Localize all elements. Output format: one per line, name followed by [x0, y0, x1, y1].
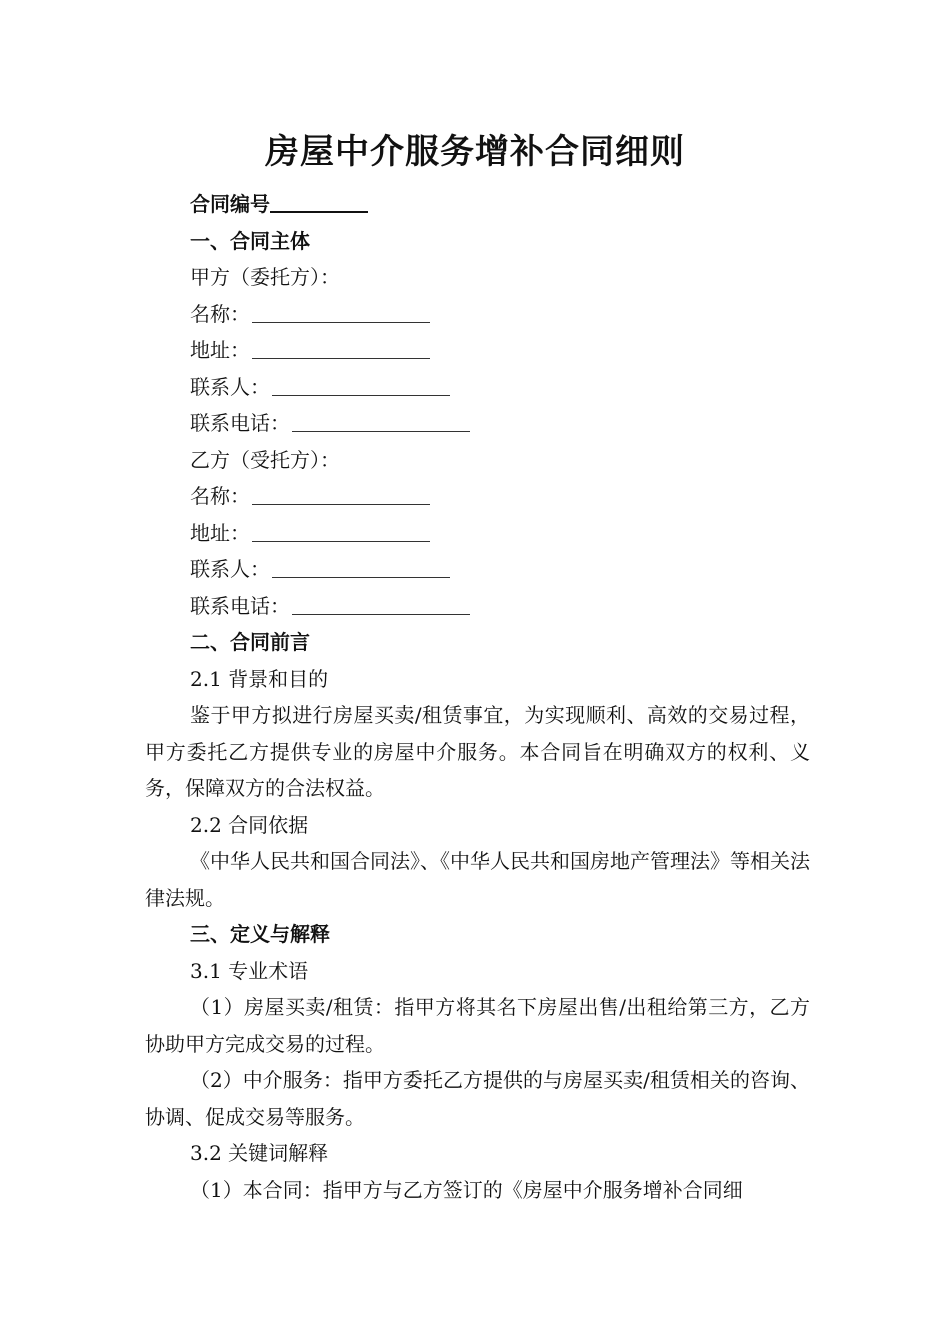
- paragraph: 鉴于甲方拟进行房屋买卖/租赁事宜，为实现顺利、高效的交易过程，甲方委托乙方提供专业的房屋中介服务。本合同旨在明确双方的权利、义务，保障双方的合法权益。: [145, 703, 810, 800]
- party-a-name-line: [145, 296, 810, 333]
- party-b-address-line: [145, 515, 810, 552]
- list-item: （1）房屋买卖/租赁：指甲方将其名下房屋出售/出租给第三方，乙方协助甲方完成交易的过程。: [145, 995, 810, 1056]
- field-label: 联系电话：: [190, 411, 290, 435]
- party-b-name-line: [145, 478, 810, 515]
- party-a-label: 甲方（委托方）：: [190, 265, 340, 289]
- party-a-phone-blank[interactable]: [292, 411, 470, 432]
- party-a-contact-line: [145, 369, 810, 406]
- contract-number-line: [145, 186, 810, 223]
- party-a-address-line: [145, 332, 810, 369]
- party-a-name-blank[interactable]: [252, 302, 430, 323]
- section-heading: 三、定义与解释: [190, 922, 330, 946]
- field-label: 名称：: [190, 301, 250, 326]
- subsection-title: 2.2 合同依据: [190, 812, 309, 837]
- party-b-contact-line: [145, 551, 810, 588]
- field-label: 联系人：: [190, 374, 270, 399]
- party-b-label: 乙方（受托方）：: [190, 447, 340, 472]
- paragraph: 《中华人民共和国合同法》、《中华人民共和国房地产管理法》等相关法律法规。: [145, 849, 810, 910]
- list-item: （2）中介服务：指甲方委托乙方提供的与房屋买卖/租赁相关的咨询、协调、促成交易等服务。: [145, 1068, 810, 1129]
- field-label: 地址：: [190, 338, 250, 362]
- contract-number-label: 合同编号: [190, 192, 270, 216]
- field-label: 联系人：: [190, 557, 270, 581]
- subsection-title: 2.1 背景和目的: [190, 666, 329, 691]
- section-heading: 一、合同主体: [190, 228, 310, 253]
- document-body: [145, 186, 810, 1208]
- subsection-title: 3.1 专业术语: [190, 958, 309, 983]
- party-a-phone-line: [145, 405, 810, 442]
- subsection-title: 3.2 关键词解释: [190, 1141, 329, 1165]
- party-a-contact-blank[interactable]: [272, 375, 450, 396]
- field-label: 名称：: [190, 484, 250, 508]
- party-b-phone-blank[interactable]: [292, 594, 470, 615]
- field-label: 地址：: [190, 520, 250, 545]
- party-b-phone-line: [145, 588, 810, 625]
- party-b-address-blank[interactable]: [252, 521, 430, 542]
- party-a-address-blank[interactable]: [252, 338, 430, 359]
- contract-number-blank[interactable]: [270, 191, 368, 213]
- party-b-name-blank[interactable]: [252, 484, 430, 505]
- field-label: 联系电话：: [190, 593, 290, 618]
- party-b-contact-blank[interactable]: [272, 557, 450, 578]
- list-item: （1）本合同：指甲方与乙方签订的《房屋中介服务增补合同细: [190, 1177, 743, 1202]
- section-heading: 二、合同前言: [190, 630, 310, 654]
- document-title: 房屋中介服务增补合同细则: [265, 132, 685, 172]
